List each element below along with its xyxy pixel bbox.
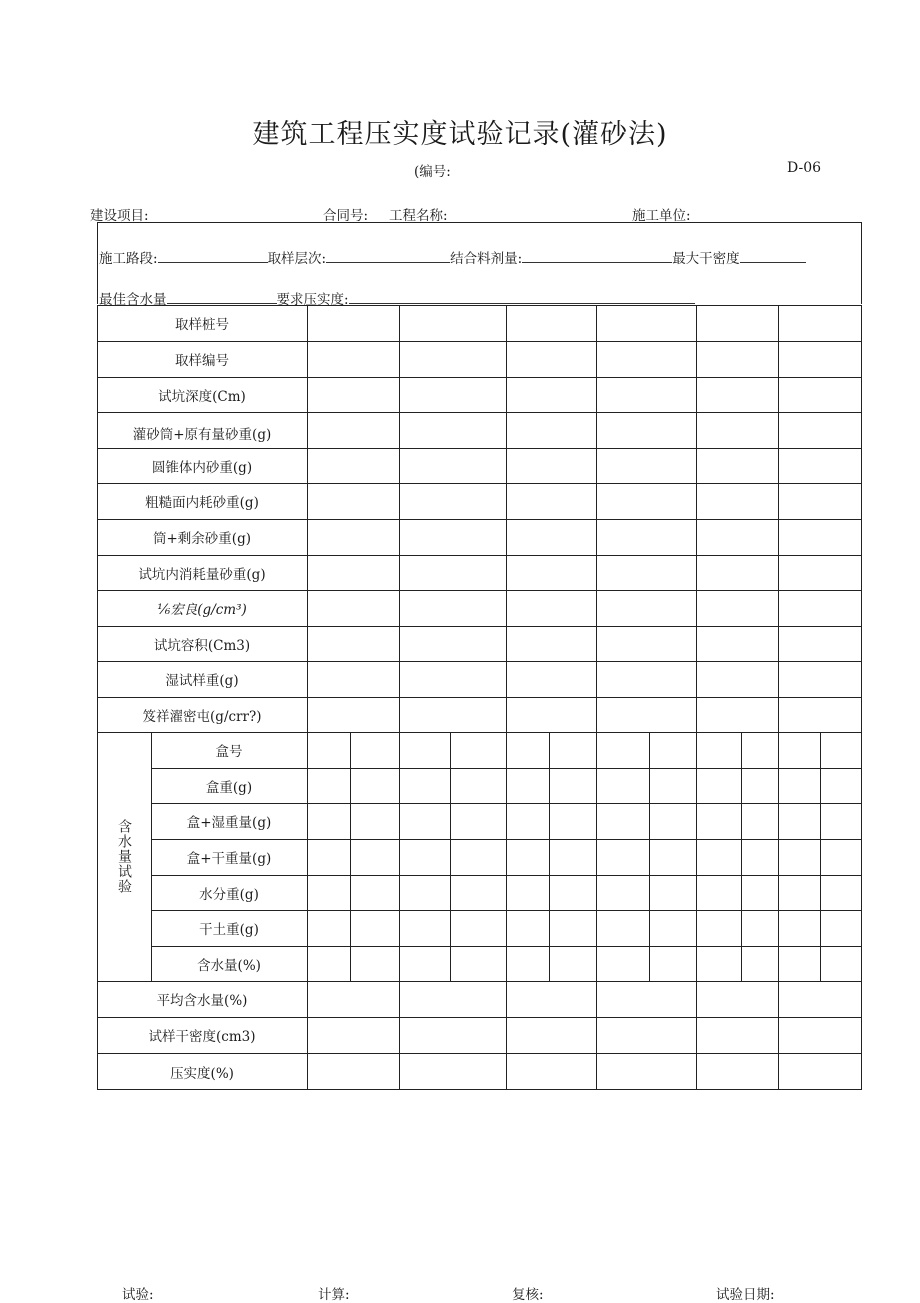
moisture-group-label: 含水量试验 [116, 819, 132, 894]
contract-no-label: 合同号: [323, 208, 369, 224]
row-label-rough-surface-sand: 粗糙面内耗砂重(g) [145, 495, 259, 511]
test-date-label: 试验日期: [716, 1287, 775, 1303]
row-label-compaction: 压实度(%) [170, 1065, 234, 1082]
row-label-dry-soil-weight: 干土重(g) [199, 922, 259, 938]
tester-label: 试验: [122, 1287, 154, 1303]
row-label-pit-volume: 试坑容积(Cm3) [153, 637, 251, 654]
binder-dosage-label: 结合料剂量: [450, 251, 523, 267]
required-compaction-label: 要求压实度: [276, 292, 349, 308]
calculation-label: 计算: [318, 1287, 350, 1303]
row-label-water-weight: 水分重(g) [199, 886, 259, 903]
project-name-label: 工程名称: [389, 208, 448, 224]
row-label-box-wet-weight: 盒+湿重量(g) [186, 815, 272, 831]
row-label-box-weight: 盒重(g) [205, 779, 253, 796]
form-code: D-06 [787, 160, 822, 176]
optimum-moisture-label: 最佳含水量 [99, 292, 167, 308]
row-label-box-no: 盒号 [215, 744, 243, 760]
max-dry-density-label: 最大干密度 [672, 251, 740, 267]
row-label-remaining-sand: 筒+剩余砂重(g) [153, 531, 251, 547]
number-label: (编号: [414, 164, 451, 180]
row-label-wet-sample-weight: 湿试样重(g) [165, 673, 239, 689]
row-label-avg-moisture: 平均含水量(%) [156, 993, 248, 1009]
sampling-layer-label: 取样层次: [267, 251, 327, 267]
row-label-moisture-content: 含水量(%) [197, 957, 261, 974]
row-label-sample-no: 取样编号 [175, 353, 229, 369]
row-label-consumed-sand: 试坑内消耗量砂重(g) [138, 566, 266, 583]
row-label-pit-depth: 试坑深度(Cm) [158, 388, 246, 405]
project-label: 建设项目: [90, 208, 149, 224]
construction-unit-label: 施工单位: [632, 208, 691, 224]
document-title: 建筑工程压实度试验记录(灌砂法) [252, 119, 668, 150]
row-label-box-dry-weight: 盒+干重量(g) [186, 851, 272, 867]
review-label: 复核: [512, 1287, 544, 1303]
row-label-cone-sand: 圆锥体内砂重(g) [151, 459, 253, 476]
road-section-label: 施工路段: [99, 251, 158, 267]
row-label-station: 取样桩号 [175, 317, 229, 333]
row-label-wet-density: 笈祥濯密屯(g/crr?) [142, 708, 262, 725]
row-label-cylinder-sand: 灌砂筒+原有量砂重(g) [132, 427, 272, 443]
row-label-sand-density: ⅙宏良(g/cm³) [157, 602, 247, 618]
row-label-dry-density: 试样干密度(cm3) [148, 1029, 256, 1045]
